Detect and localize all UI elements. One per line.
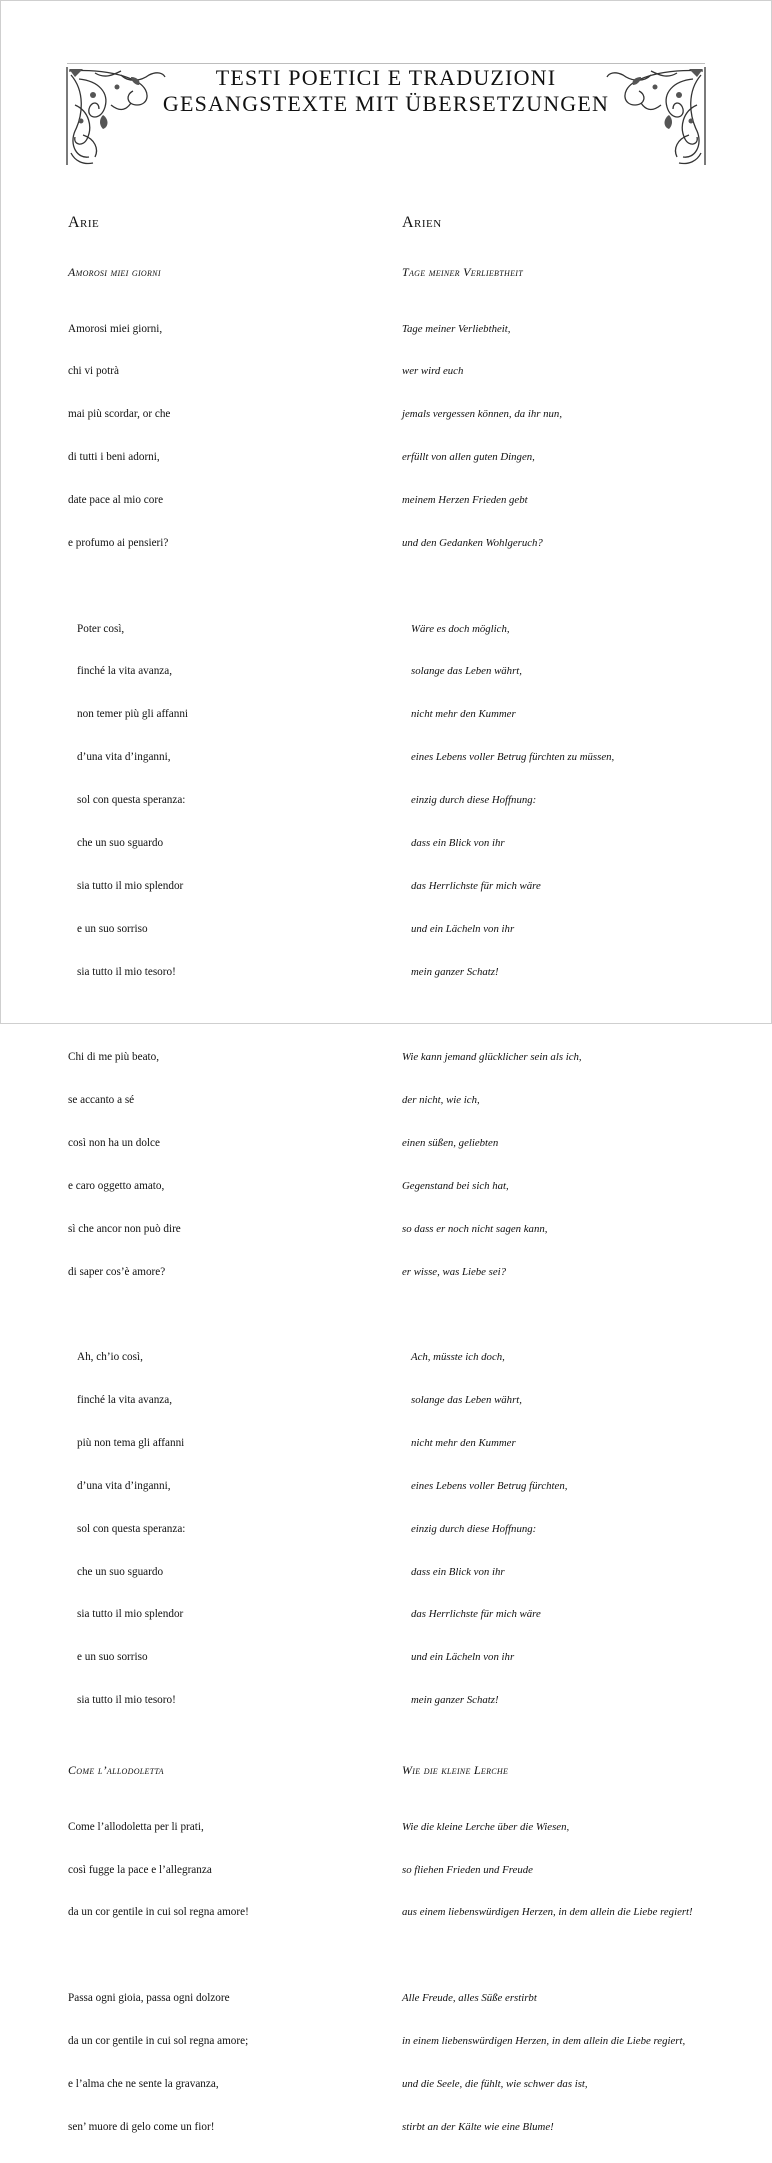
verse-line: di tutti i beni adorni, xyxy=(68,451,160,464)
verse-line: che un suo sguardo xyxy=(77,836,164,849)
verse-line: Ah, ch’io così, xyxy=(77,1351,143,1364)
verse-line: und die Seele, die fühlt, wie schwer das ist, xyxy=(402,2077,588,2090)
stanza xyxy=(68,1962,388,2162)
verse-line: so fliehen Frieden und Freude xyxy=(402,1863,533,1876)
verse-line: einzig durch diese Hoffnung: xyxy=(411,1522,537,1535)
verse-line: so dass er noch nicht sagen kann, xyxy=(402,1222,548,1235)
verse-line: date pace al mio core xyxy=(68,494,164,507)
verse-line: einzig durch diese Hoffnung: xyxy=(411,794,537,807)
verse-line: und ein Lächeln von ihr xyxy=(411,922,515,935)
stanza xyxy=(402,1962,722,2162)
verse-line: così fugge la pace e l’allegranza xyxy=(68,1863,212,1876)
verse-line: eines Lebens voller Betrug fürchten zu müssen, xyxy=(411,751,615,764)
page-header xyxy=(1,65,771,117)
verse-line: mein ganzer Schatz! xyxy=(411,965,499,978)
verse-line: e un suo sorriso xyxy=(77,1651,148,1664)
verse-line: più non tema gli affanni xyxy=(77,1436,185,1449)
stanza xyxy=(402,593,722,1008)
header-title-italian: TESTI POETICI E TRADUZIONI xyxy=(215,65,557,90)
verse-line: Wie kann jemand glücklicher sein als ich, xyxy=(402,1051,582,1064)
verse-line: e l’alma che ne sente la gravanza, xyxy=(68,2077,219,2090)
verse-line: mai più scordar, or che xyxy=(68,408,171,421)
verse-line: e un suo sorriso xyxy=(77,922,148,935)
verse-line: non temer più gli affanni xyxy=(77,708,189,721)
song-title: Come l’allodoletta xyxy=(68,1763,164,1778)
verse-line: mein ganzer Schatz! xyxy=(411,1694,499,1707)
verse-line: e caro oggetto amato, xyxy=(68,1179,165,1192)
verse-line: Poter così, xyxy=(77,622,125,635)
verse-line: sia tutto il mio tesoro! xyxy=(77,1694,176,1707)
verse-line: sia tutto il mio tesoro! xyxy=(77,965,176,978)
verse-line: in einem liebenswürdigen Herzen, in dem allein die Liebe regiert, xyxy=(402,2034,686,2047)
verse-line: dass ein Blick von ihr xyxy=(411,836,505,849)
verse-line: dass ein Blick von ihr xyxy=(411,1565,505,1578)
verse-line: Passa ogni gioia, passa ogni dolzore xyxy=(68,1991,230,2004)
verse-line: das Herrlichste für mich wäre xyxy=(411,1608,541,1621)
verse-line: solange das Leben währt, xyxy=(411,1393,522,1406)
verse-line: der nicht, wie ich, xyxy=(402,1094,480,1107)
stanza xyxy=(402,1321,722,1736)
verse-line: Ach, müsste ich doch, xyxy=(411,1351,505,1364)
verse-line: Gegenstand bei sich hat, xyxy=(402,1179,509,1192)
verse-line: er wisse, was Liebe sei? xyxy=(402,1265,507,1278)
verse-line: finché la vita avanza, xyxy=(77,665,173,678)
verse-line: e profumo ai pensieri? xyxy=(68,537,169,550)
verse-line: che un suo sguardo xyxy=(77,1565,164,1578)
verse-line: sol con questa speranza: xyxy=(77,1522,186,1535)
verse-line: solange das Leben währt, xyxy=(411,665,522,678)
verse-line: d’una vita d’inganni, xyxy=(77,1479,171,1492)
verse-line: così non ha un dolce xyxy=(68,1136,160,1149)
header-rule xyxy=(67,63,705,64)
german-column xyxy=(402,213,722,2163)
verse-line: Tage meiner Verliebtheit, xyxy=(402,322,511,335)
verse-line: Come l’allodoletta per li prati, xyxy=(68,1820,204,1833)
verse-line: einen süßen, geliebten xyxy=(402,1136,499,1149)
verse-line: jemals vergessen können, da ihr nun, xyxy=(402,408,563,421)
section-heading: Arien xyxy=(402,214,442,231)
verse-line: da un cor gentile in cui sol regna amore; xyxy=(68,2034,249,2047)
stanza xyxy=(68,593,388,1008)
stanza xyxy=(68,1791,388,1948)
verse-line: und den Gedanken Wohlgeruch? xyxy=(402,537,543,550)
stanza xyxy=(68,1321,388,1736)
verse-line: d’una vita d’inganni, xyxy=(77,751,171,764)
song-title: Amorosi miei giorni xyxy=(68,265,161,279)
verse-line: Alle Freude, alles Süße erstirbt xyxy=(402,1991,537,2004)
stanza xyxy=(68,293,388,579)
verse-line: Wäre es doch möglich, xyxy=(411,622,510,635)
verse-line: eines Lebens voller Betrug fürchten, xyxy=(411,1479,568,1492)
song-title: Wie die kleine Lerche xyxy=(402,1763,509,1778)
header-title-german: GESANGSTEXTE MIT ÜBERSETZUNGEN xyxy=(162,91,610,116)
verse-line: nicht mehr den Kummer xyxy=(411,1436,516,1449)
song-title: Tage meiner Verliebtheit xyxy=(402,265,523,279)
verse-line: sen’ muore di gelo come un fior! xyxy=(68,2120,215,2133)
verse-line: erfüllt von allen guten Dingen, xyxy=(402,451,535,464)
stanza xyxy=(402,293,722,579)
italian-column xyxy=(68,213,388,2163)
verse-line: finché la vita avanza, xyxy=(77,1393,173,1406)
stanza xyxy=(402,1022,722,1308)
verse-line: Wie die kleine Lerche über die Wiesen, xyxy=(402,1820,570,1833)
stanza xyxy=(68,1022,388,1308)
verse-line: das Herrlichste für mich wäre xyxy=(411,879,541,892)
verse-line: Chi di me più beato, xyxy=(68,1051,160,1064)
verse-line: wer wird euch xyxy=(402,365,464,378)
verse-line: Amorosi miei giorni, xyxy=(68,322,163,335)
verse-line: meinem Herzen Frieden gebt xyxy=(402,494,528,507)
verse-line: sia tutto il mio splendor xyxy=(77,1608,184,1621)
section-heading: Arie xyxy=(68,214,100,231)
verse-line: und ein Lächeln von ihr xyxy=(411,1651,515,1664)
verse-line: sì che ancor non può dire xyxy=(68,1222,181,1235)
verse-line: sol con questa speranza: xyxy=(77,794,186,807)
verse-line: chi vi potrà xyxy=(68,365,119,378)
verse-line: stirbt an der Kälte wie eine Blume! xyxy=(402,2120,554,2133)
verse-line: se accanto a sé xyxy=(68,1094,135,1107)
verse-line: da un cor gentile in cui sol regna amore! xyxy=(68,1906,249,1919)
verse-line: di saper cos’è amore? xyxy=(68,1265,166,1278)
verse-line: sia tutto il mio splendor xyxy=(77,879,184,892)
verse-line: aus einem liebenswürdigen Herzen, in dem allein die Liebe regiert! xyxy=(402,1906,693,1919)
verse-line: nicht mehr den Kummer xyxy=(411,708,516,721)
stanza xyxy=(402,1791,722,1948)
